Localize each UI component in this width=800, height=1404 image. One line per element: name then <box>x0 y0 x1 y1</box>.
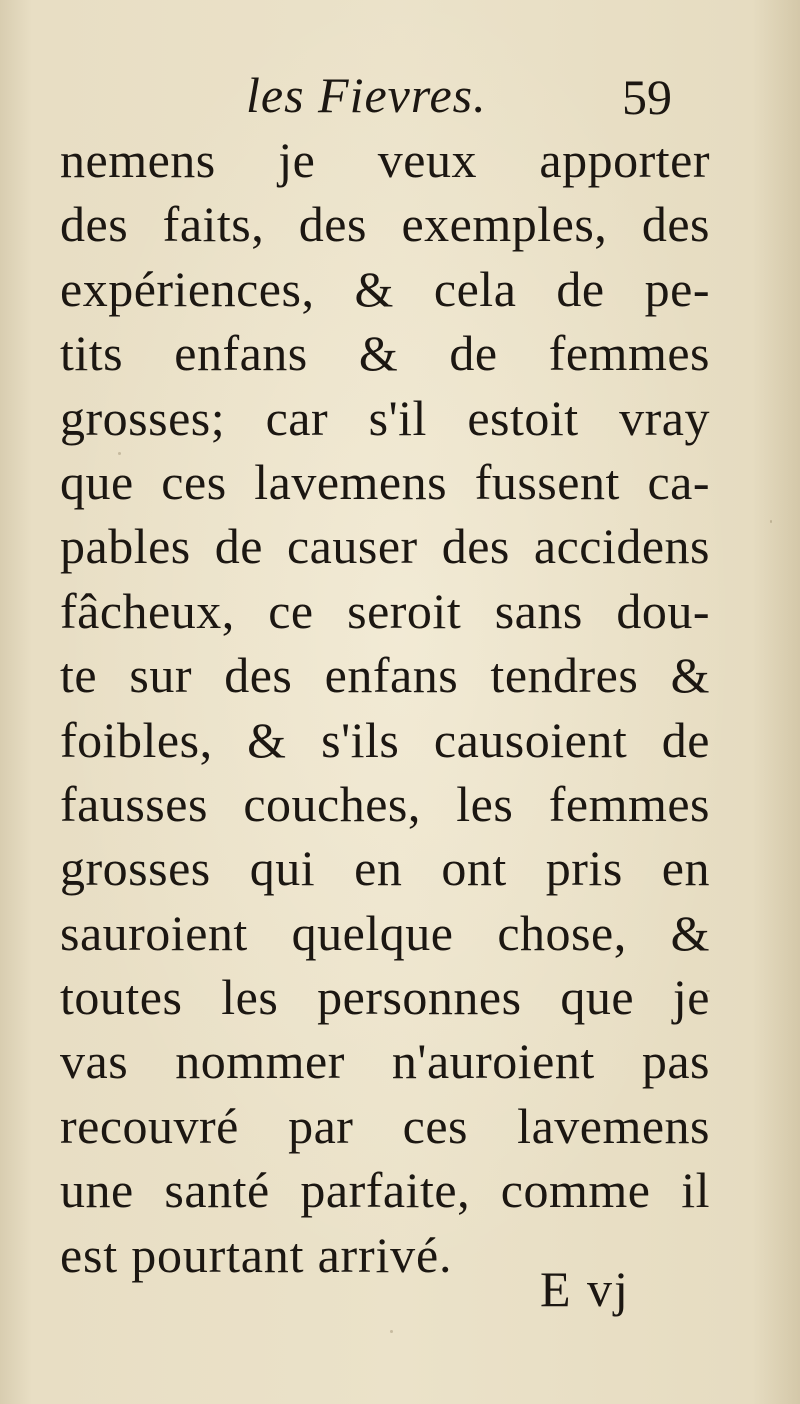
running-title: les Fievres. <box>246 67 487 123</box>
text-line: recouvré par ces lavemens <box>60 1097 710 1154</box>
text-line: nemens je veux apporter <box>60 132 710 188</box>
page-number: 59 <box>622 69 672 125</box>
paper-speck <box>390 1330 393 1333</box>
text-line: des faits, des exemples, des <box>60 196 710 253</box>
text-line: sauroient quelque chose, & <box>60 904 710 961</box>
signature-mark: E vj <box>540 1261 630 1317</box>
text-line: que ces lavemens fussent ca- <box>60 453 710 510</box>
running-head <box>0 66 800 130</box>
paper-speck <box>770 520 772 523</box>
text-line: expériences, & cela de pe- <box>60 260 710 317</box>
text-line: une santé parfaite, comme il <box>60 1162 710 1219</box>
text-line: te sur des enfans tendres & <box>60 647 710 704</box>
text-line: grosses; car s'il estoit vray <box>60 389 710 446</box>
text-line: grosses qui en ont pris en <box>60 840 710 897</box>
text-line-last: est pourtant arrivé. <box>60 1226 453 1283</box>
text-line: toutes les personnes que je <box>60 969 710 1026</box>
text-line: foibles, & s'ils causoient de <box>60 711 710 768</box>
text-line: pables de causer des accidens <box>60 518 710 575</box>
text-line: fâcheux, ce seroit sans dou- <box>60 582 710 639</box>
text-line: tits enfans & de femmes <box>60 325 710 382</box>
text-line: fausses couches, les femmes <box>60 775 710 832</box>
text-line: vas nommer n'auroient pas <box>60 1033 710 1090</box>
body-text <box>60 128 710 1287</box>
